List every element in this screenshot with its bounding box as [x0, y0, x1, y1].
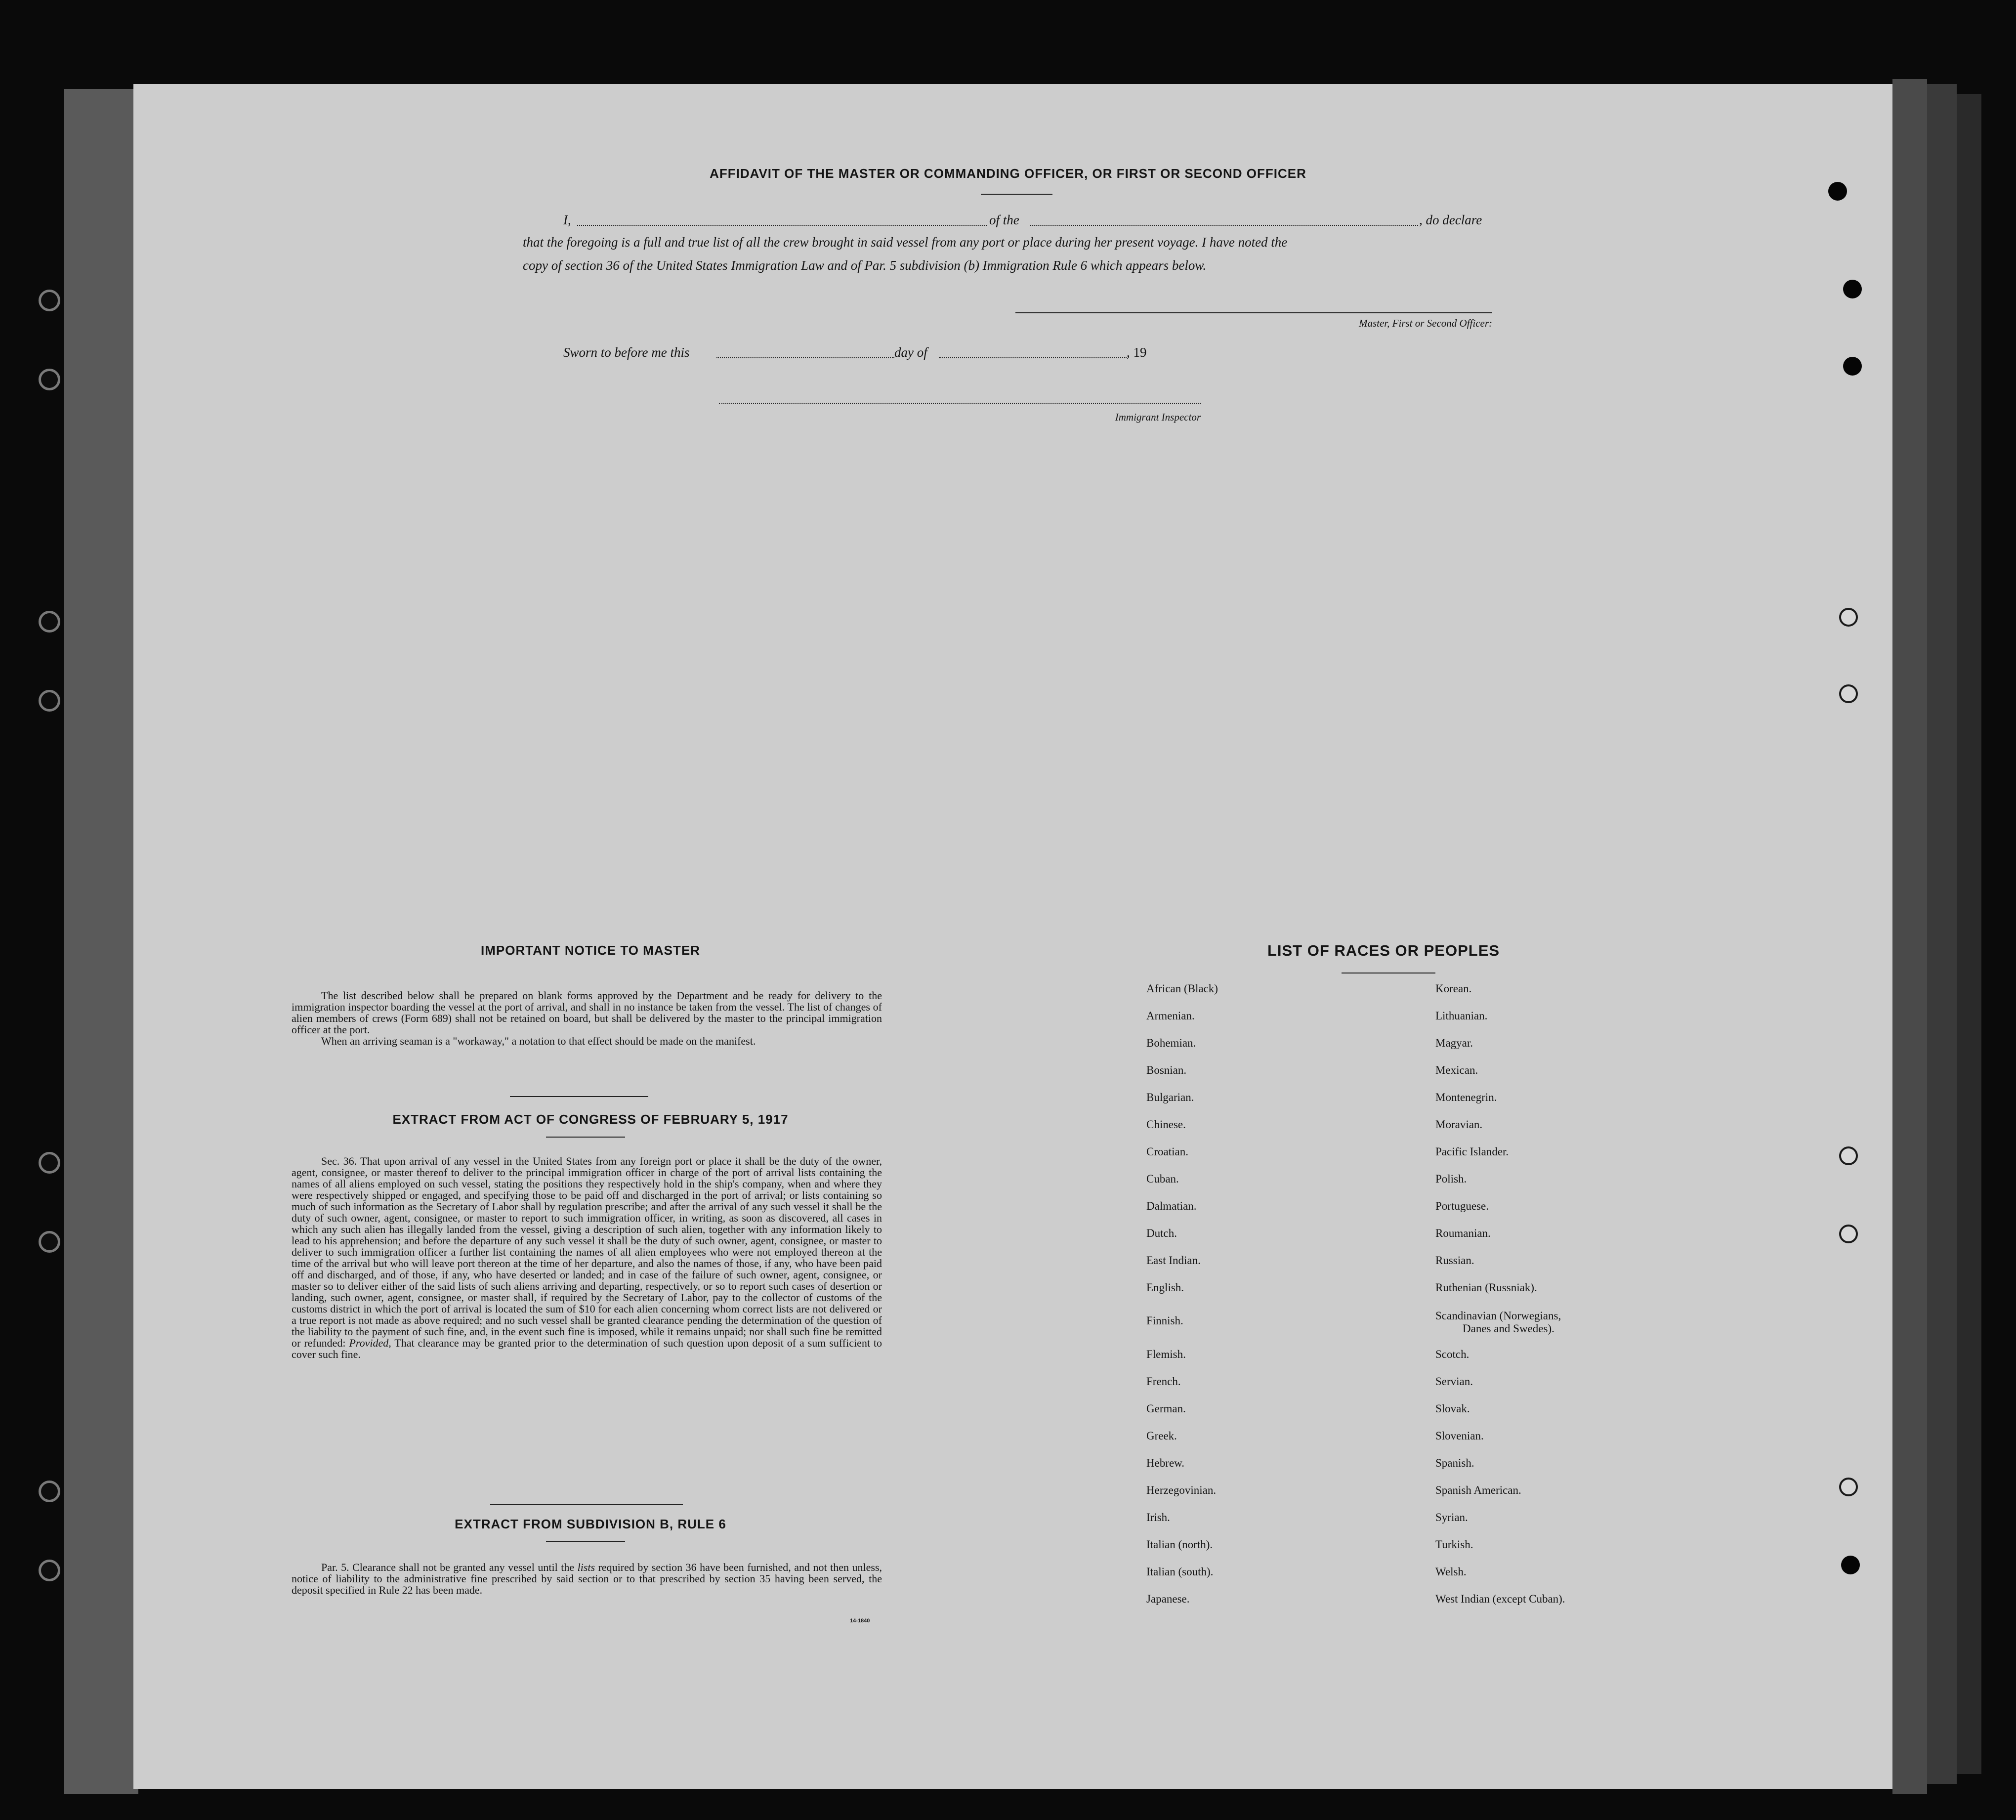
notice-paragraph-1: The list described below shall be prepared on blank forms approved by the Department and be ready for delivery to the immigration inspector boarding the vessel at the port of arrival, and shall in no instance be taken from the vessel. The list of changes of alien members of crews (Form 689) shall not be retained on board, but shall be delivered by the master to the principal immigration officer at the port.: [292, 989, 882, 1036]
punch-hole: [1843, 357, 1862, 376]
affidavit-line3: copy of section 36 of the United States Immigration Law and of Par. 5 subdivision (b) Immigration Rule 6 which appears below.: [523, 258, 1207, 273]
divider: [546, 1541, 625, 1542]
race-item-right: Magyar.: [1435, 1037, 1473, 1049]
sworn-text: Sworn to before me this: [563, 345, 690, 360]
race-item-left: Bulgarian.: [1146, 1091, 1194, 1103]
race-item-left: Italian (south).: [1146, 1566, 1214, 1578]
punch-hole: [39, 369, 60, 390]
page-edge: [1892, 79, 1927, 1794]
race-item-right: Roumanian.: [1435, 1227, 1491, 1239]
notice-title: IMPORTANT NOTICE TO MASTER: [481, 943, 700, 958]
races-title: LIST OF RACES OR PEOPLES: [1267, 942, 1500, 959]
race-item-left: Irish.: [1146, 1511, 1170, 1524]
affidavit-i: I,: [563, 212, 571, 227]
race-item-right: Syrian.: [1435, 1511, 1468, 1524]
affidavit-declare: , do declare: [1419, 212, 1482, 227]
race-item-left: Finnish.: [1146, 1314, 1183, 1327]
divider: [490, 1504, 683, 1505]
race-item-left: Bosnian.: [1146, 1064, 1187, 1076]
name-blank: [577, 225, 987, 226]
race-item-right: Turkish.: [1435, 1538, 1473, 1551]
race-item-left: Armenian.: [1146, 1010, 1195, 1022]
race-item-left: Italian (north).: [1146, 1538, 1213, 1551]
page-edge: [1957, 94, 1981, 1774]
race-item-right: West Indian (except Cuban).: [1435, 1593, 1565, 1605]
rule-lists: lists: [577, 1561, 595, 1573]
race-item-left: East Indian.: [1146, 1254, 1201, 1267]
affidavit-title: AFFIDAVIT OF THE MASTER OR COMMANDING OFFICER, OR FIRST OR SECOND OFFICER: [710, 166, 1306, 181]
punch-hole: [39, 1231, 60, 1253]
race-item-left: French.: [1146, 1375, 1181, 1388]
race-item-right: Lithuanian.: [1435, 1010, 1488, 1022]
race-item-right: Montenegrin.: [1435, 1091, 1497, 1103]
race-item-left: German.: [1146, 1402, 1186, 1415]
inspector-label: Immigrant Inspector: [1115, 411, 1201, 423]
race-item-left: Bohemian.: [1146, 1037, 1196, 1049]
punch-hole: [39, 1560, 60, 1581]
race-item-right: Russian.: [1435, 1254, 1474, 1267]
act-proviso: Provided,: [349, 1337, 391, 1349]
form-number: 14-1840: [850, 1618, 870, 1624]
race-item-left: Japanese.: [1146, 1593, 1190, 1605]
punch-hole: [39, 1481, 60, 1502]
race-item-left: Dutch.: [1146, 1227, 1177, 1239]
vessel-blank: [1030, 225, 1418, 226]
race-item-right: Welsh.: [1435, 1566, 1467, 1578]
race-item-left: English.: [1146, 1281, 1184, 1294]
race-item-right: Scandinavian (Norwegians, Danes and Swedes).: [1435, 1310, 1561, 1335]
race-item-right: Scotch.: [1435, 1348, 1470, 1360]
race-item-left: Greek.: [1146, 1430, 1177, 1442]
act-title: EXTRACT FROM ACT OF CONGRESS OF FEBRUARY 5, 1917: [392, 1112, 789, 1127]
punch-hole: [1839, 608, 1858, 627]
divider: [546, 1137, 625, 1138]
rule-title: EXTRACT FROM SUBDIVISION B, RULE 6: [455, 1517, 726, 1531]
race-item-left: Chinese.: [1146, 1118, 1186, 1131]
race-item-right: Polish.: [1435, 1173, 1467, 1185]
punch-hole: [1839, 1225, 1858, 1243]
race-item-right: Slovak.: [1435, 1402, 1470, 1415]
sworn-month-blank: [939, 357, 1127, 358]
act-body: [292, 1155, 882, 1360]
sworn-date-blank: [716, 357, 894, 358]
rule-body: [292, 1562, 882, 1596]
punch-hole: [39, 690, 60, 712]
punch-hole: [1839, 1146, 1858, 1165]
race-item-right: Mexican.: [1435, 1064, 1478, 1076]
punch-hole: [1839, 684, 1858, 703]
race-item-right: Slovenian.: [1435, 1430, 1484, 1442]
notice-body: [292, 990, 882, 1047]
race-item-left: Croatian.: [1146, 1145, 1188, 1158]
divider: [981, 194, 1052, 195]
race-item-right: Ruthenian (Russniak).: [1435, 1281, 1537, 1294]
punch-hole: [39, 290, 60, 311]
punch-hole: [1828, 182, 1847, 201]
race-item-right: Moravian.: [1435, 1118, 1483, 1131]
affidavit-line2: that the foregoing is a full and true list of all the crew brought in said vessel from any port or place during her present voyage. I have noted the: [523, 235, 1288, 250]
punch-hole: [39, 1152, 60, 1174]
race-item-left: Flemish.: [1146, 1348, 1186, 1360]
master-signature-label: Master, First or Second Officer:: [1358, 317, 1492, 329]
race-item-left: Cuban.: [1146, 1173, 1179, 1185]
race-item-left: Hebrew.: [1146, 1457, 1185, 1469]
punch-hole: [39, 611, 60, 633]
race-item-left: Herzegovinian.: [1146, 1484, 1217, 1496]
document-sheet: [133, 84, 1892, 1789]
binder-strip: [64, 89, 138, 1794]
divider: [510, 1096, 648, 1097]
race-item-right: Korean.: [1435, 982, 1472, 995]
rule-text-end: required by section 36 have been furnished, and not then unless, notice of liability to the administrative fine prescribed by said section or to that prescribed by section 35 having been served, the deposit specified in Rule 22 has been made.: [292, 1561, 882, 1596]
race-item-right: Servian.: [1435, 1375, 1473, 1388]
page-edge: [1927, 84, 1957, 1784]
race-item-right: Spanish.: [1435, 1457, 1474, 1469]
race-item-right: Pacific Islander.: [1435, 1145, 1509, 1158]
act-text-end: That clearance may be granted prior to the determination of such question upon deposit of a sum sufficient to cover such fine.: [292, 1337, 882, 1360]
sworn-year: , 19: [1127, 345, 1147, 360]
race-item-left: African (Black): [1146, 982, 1218, 995]
race-item-right: Spanish American.: [1435, 1484, 1521, 1496]
inspector-signature-line: [719, 403, 1201, 404]
race-item-right: Portuguese.: [1435, 1200, 1489, 1212]
affidavit-of-the: of the: [989, 212, 1019, 227]
act-text: Sec. 36. That upon arrival of any vessel in the United States from any foreign port or place it shall be the duty of the owner, agent, consignee, or master thereof to deliver to the principal immigration officer in charge of the port of arrival lists containing the names of all aliens employed on such vessel, stating the positions they respectively hold in the ship's company, when and where they were respectively shipped or engaged, and specifying those to be paid off and discharged in the port of arrival; or lists containing so much of such information as the Secretary of Labor shall by regulation prescribe; and after the arrival of any such vessel it shall be the duty of such owner, agent, consignee, or master to report to such immigration officer, in writing, as soon as discovered, all cases in which any such alien has illegally landed from the vessel, giving a description of such alien, together with any information likely to lead to his apprehension; and before the departure of any such vessel it shall be the duty of such owner, agent, consignee, or master to deliver to such immigration officer a further list containing the names of all alien employees who were not employed thereon at the time of the arrival but who will leave port thereon at the time of her departure, and also the names of those, if any, who have been paid off and discharged, and of those, if any, who have deserted or landed; and in case of the failure of such owner, agent, consignee, or master so to deliver either of the said lists of such aliens arriving and departing, respectively, or so to report such cases of desertion or landing, such owner, agent, consignee, or master shall, if required by the Secretary of Labor, pay to the collector of customs of the customs district in which the port of arrival is located the sum of $10 for each alien concerning whom correct lists are not delivered or a true report is not made as above required; and no such vessel shall be granted clearance pending the determination of the question of the liability to the payment of such fine, and, in the event such fine is imposed, while it remains unpaid; nor shall such fine be remitted or refunded:: [292, 1155, 882, 1349]
punch-hole: [1839, 1478, 1858, 1496]
punch-hole: [1843, 280, 1862, 298]
notice-paragraph-2: When an arriving seaman is a "workaway," a notation to that effect should be made on the manifest.: [321, 1035, 756, 1047]
race-item-left: Dalmatian.: [1146, 1200, 1197, 1212]
sworn-day-of: day of: [894, 345, 927, 360]
rule-text: Par. 5. Clearance shall not be granted any vessel until the: [321, 1561, 575, 1573]
master-signature-line: [1015, 312, 1492, 313]
punch-hole: [1841, 1556, 1860, 1574]
